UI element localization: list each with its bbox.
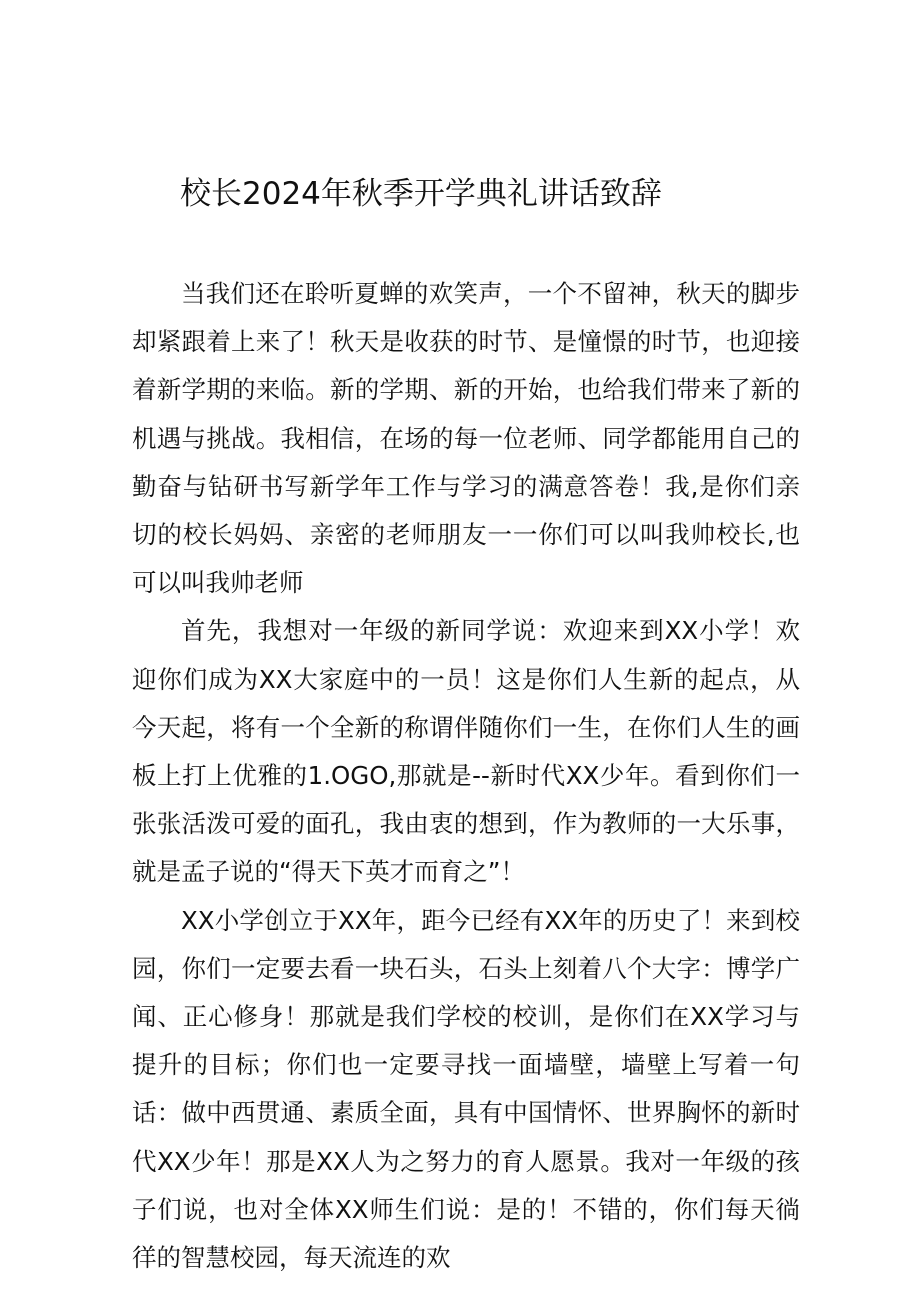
page-title: 校长2024年秋季开学典礼讲话致辞 [180, 176, 662, 212]
paragraph-welcome: 首先，我想对一年级的新同学说：欢迎来到XX小学！欢迎你们成为XX大家庭中的一员！这是你们人生新的起点，从今天起，将有一个全新的称谓伴随你们一生，在你们人生的画板上打上优雅的1.OGO,那就是--新时代XX少年。看到你们一张张活泼可爱的面孔，我由衷的想到，作为教师的一大乐事，就是孟子说的“得天下英才而育之”！ [132, 616, 800, 887]
document-body [132, 270, 800, 1282]
paragraph-school-history: XX小学创立于XX年，距今已经有XX年的历史了！来到校园，你们一定要去看一块石头，石头上刻着八个大字：博学广闻、正心修身！那就是我们学校的校训，是你们在XX学习与提升的目标；你们也一定要寻找一面墙壁，墙壁上写着一句话：做中西贯通、素质全面，具有中国情怀、世界胸怀的新时代XX少年！那是XX人为之努力的育人愿景。我对一年级的孩子们说，也对全体XX师生们说：是的！不错的，你们每天徜徉的智慧校园，每天流连的欢 [132, 905, 800, 1273]
paragraph-intro: 当我们还在聆听夏蝉的欢笑声，一个不留神，秋天的脚步却紧跟着上来了！秋天是收获的时节、是憧憬的时节，也迎接着新学期的来临。新的学期、新的开始，也给我们带来了新的机遇与挑战。我相信，在场的每一位老师、同学都能用自己的勤奋与钻研书写新学年工作与学习的满意答卷！我,是你们亲切的校长妈妈、亲密的老师朋友一一你们可以叫我帅校长,也可以叫我帅老师 [132, 279, 800, 598]
